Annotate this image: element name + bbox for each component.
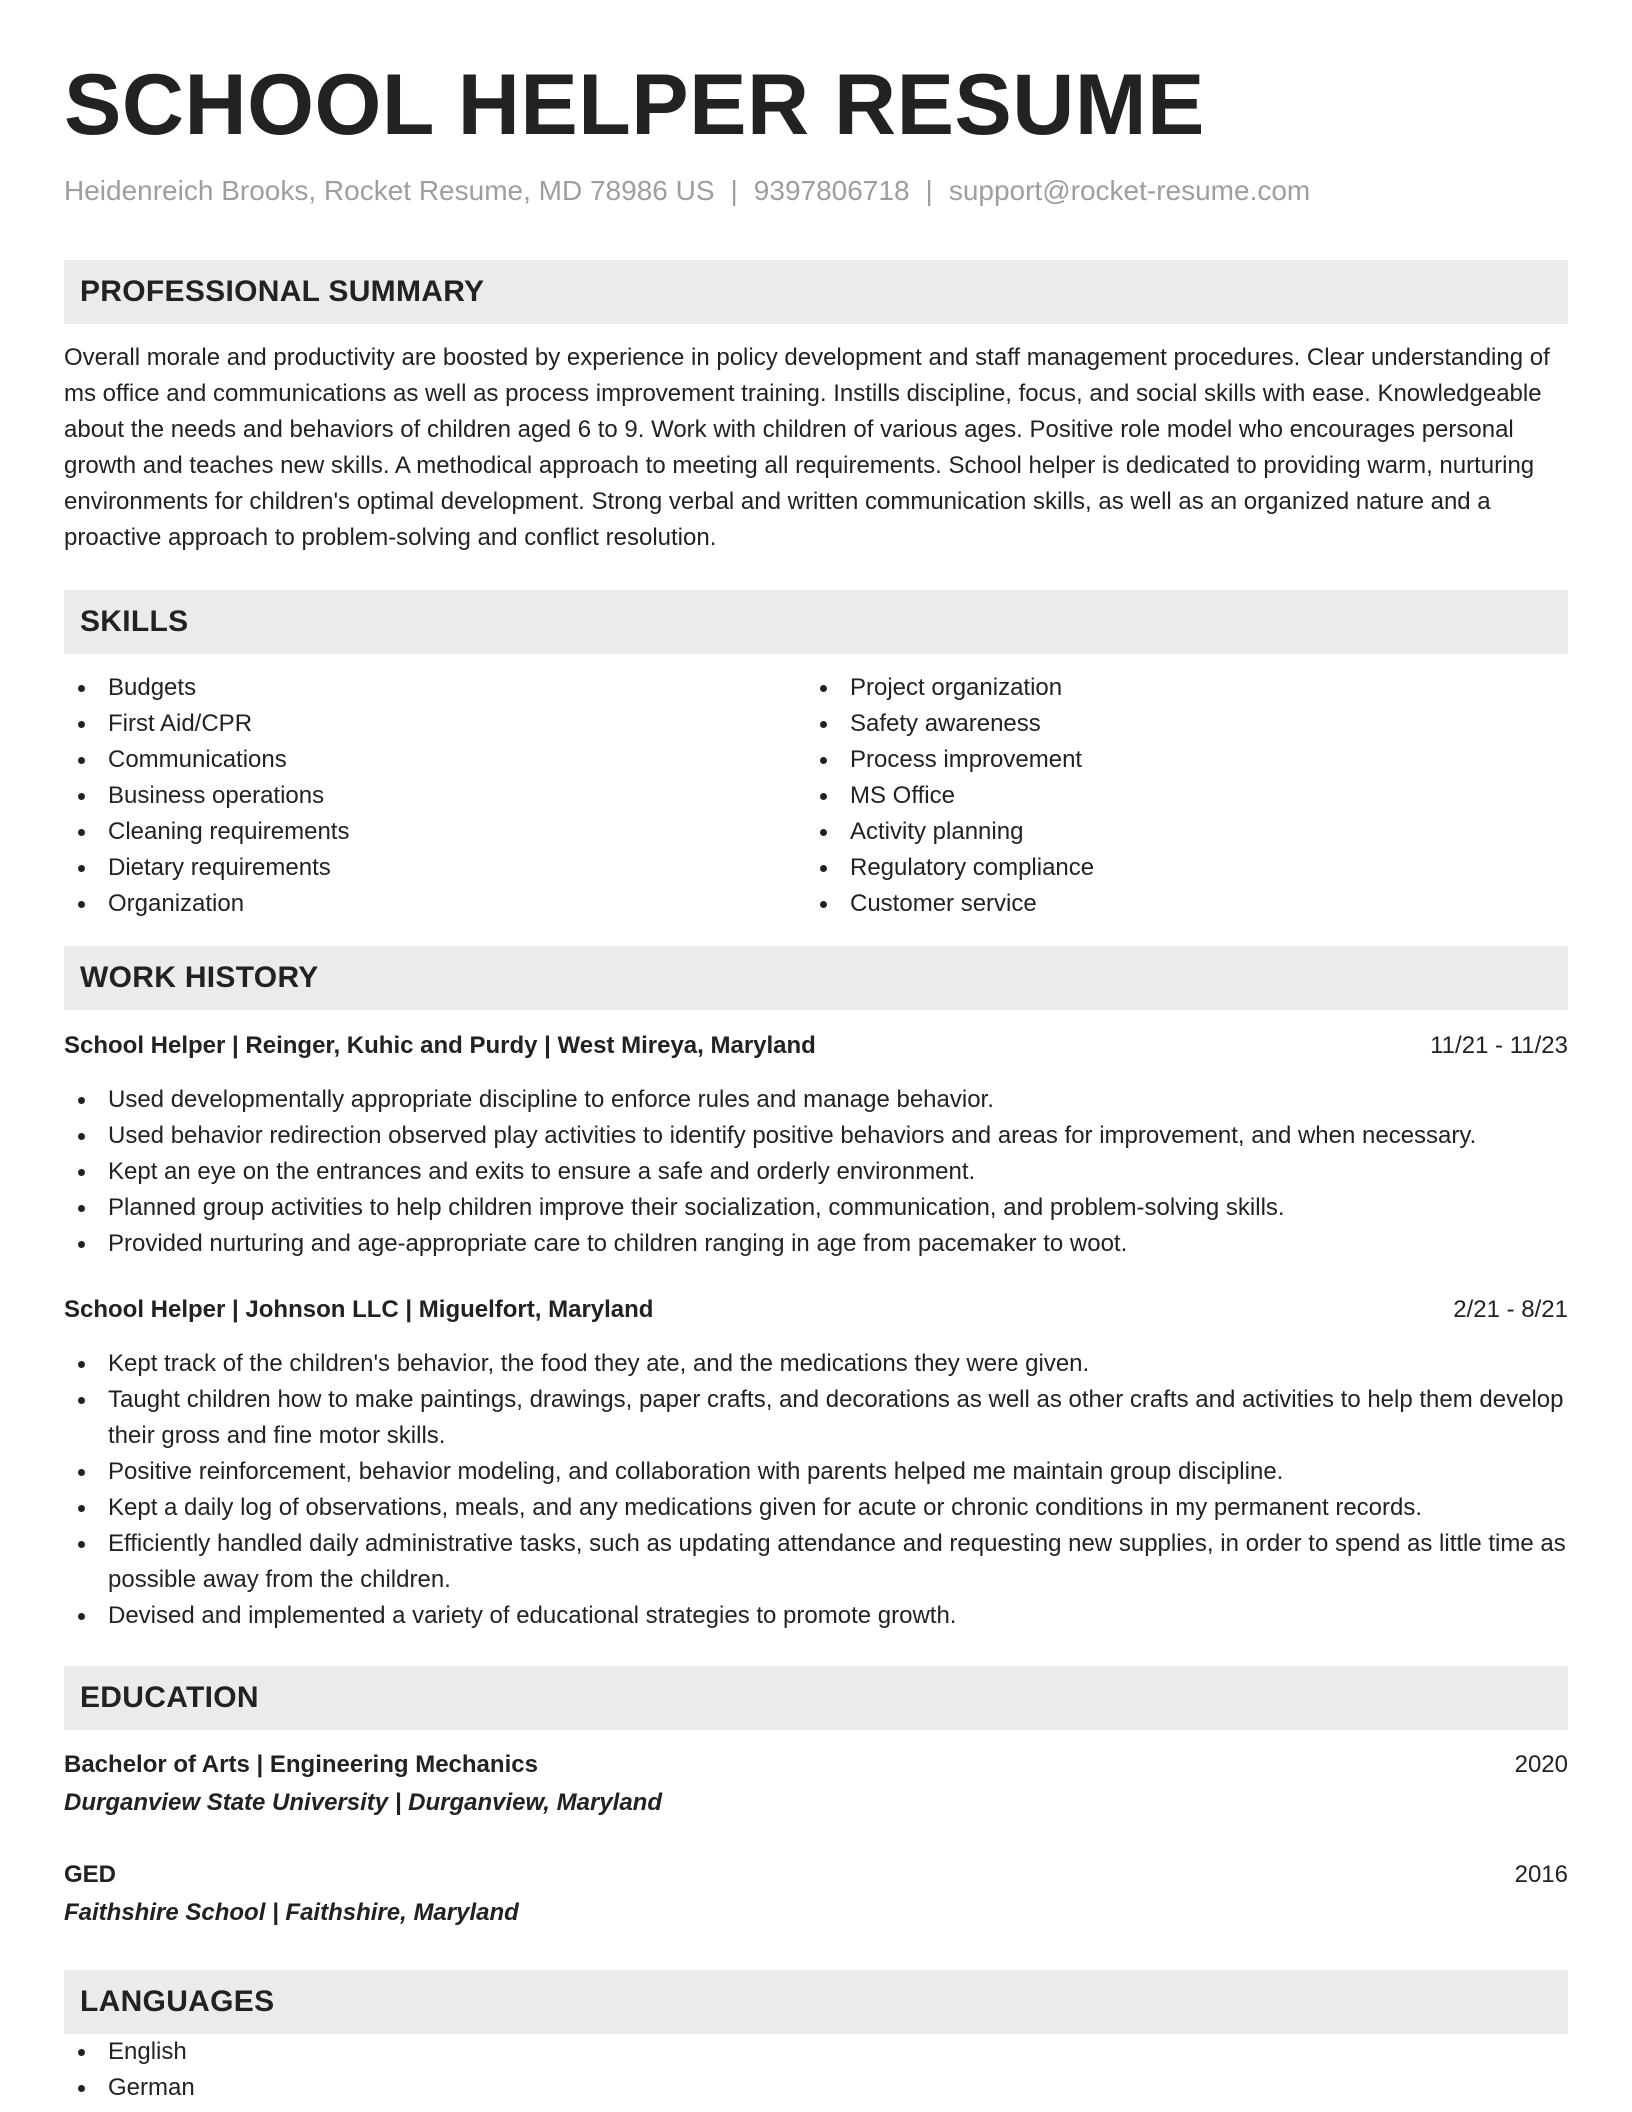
skill-item: First Aid/CPR bbox=[64, 706, 806, 742]
education-degree: Bachelor of Arts | Engineering Mechanics bbox=[64, 1751, 538, 1778]
job-bullet: Used behavior redirection observed play activities to identify positive behaviors and areas for improvement, and when necessary. bbox=[64, 1118, 1568, 1154]
languages-heading: LANGUAGES bbox=[64, 1970, 1568, 2034]
skills-column-left bbox=[64, 670, 806, 922]
job-bullet: Devised and implemented a variety of educational strategies to promote growth. bbox=[64, 1598, 1568, 1634]
contact-phone: 9397806718 bbox=[753, 175, 910, 206]
job-dates: 2/21 - 8/21 bbox=[1453, 1296, 1568, 1323]
language-item: English bbox=[64, 2034, 1568, 2070]
skill-item: Project organization bbox=[806, 670, 1548, 706]
skills-column-right bbox=[806, 670, 1548, 922]
skill-item: Budgets bbox=[64, 670, 806, 706]
job-header bbox=[64, 1028, 1568, 1064]
job-bullet: Positive reinforcement, behavior modeling, and collaboration with parents helped me maintain group discipline. bbox=[64, 1454, 1568, 1490]
skill-item: Organization bbox=[64, 886, 806, 922]
contact-separator: | bbox=[730, 175, 738, 206]
education-entry bbox=[64, 1856, 1568, 1932]
skill-item: Business operations bbox=[64, 778, 806, 814]
job-dates: 11/21 - 11/23 bbox=[1430, 1032, 1568, 1059]
education-year: 2020 bbox=[1514, 1751, 1568, 1778]
contact-line bbox=[64, 174, 1568, 208]
job-bullet: Kept track of the children's behavior, the food they ate, and the medications they were given. bbox=[64, 1346, 1568, 1382]
education-school: Durganview State University | Durganview, Maryland bbox=[64, 1789, 662, 1816]
job-bullet: Provided nurturing and age-appropriate care to children ranging in age from pacemaker to woot. bbox=[64, 1226, 1568, 1262]
skill-item: Cleaning requirements bbox=[64, 814, 806, 850]
summary-heading: PROFESSIONAL SUMMARY bbox=[64, 260, 1568, 324]
summary-text: Overall morale and productivity are boosted by experience in policy development and staff management procedures. Clear understanding of ms office and communications as well as process improvement training. Instills discipline, focus, and social skills with ease. Knowledgeable about the needs and behaviors of children aged 6 to 9. Work with children of various ages. Positive role model who encourages personal growth and teaches new skills. A methodical approach to meeting all requirements. School helper is dedicated to providing warm, nurturing environments for children's optimal development. Strong verbal and written communication skills, as well as an organized nature and a proactive approach to problem-solving and conflict resolution. bbox=[64, 344, 1550, 551]
job-bullet: Kept a daily log of observations, meals, and any medications given for acute or chronic conditions in my permanent records. bbox=[64, 1490, 1568, 1526]
job-bullet: Taught children how to make paintings, drawings, paper crafts, and decorations as well as other crafts and activities to help them develop their gross and fine motor skills. bbox=[64, 1382, 1568, 1454]
education-header bbox=[64, 1746, 1568, 1784]
job-bullets bbox=[64, 1082, 1568, 1262]
skill-item: MS Office bbox=[806, 778, 1548, 814]
languages-list bbox=[64, 2034, 1568, 2106]
resume-title: SCHOOL HELPER RESUME bbox=[64, 57, 1205, 153]
education-school: Faithshire School | Faithshire, Maryland bbox=[64, 1899, 519, 1926]
skill-item: Process improvement bbox=[806, 742, 1548, 778]
skills-grid bbox=[64, 670, 1568, 922]
job-entry bbox=[64, 1028, 1568, 1262]
language-item: German bbox=[64, 2070, 1568, 2106]
education-header bbox=[64, 1856, 1568, 1894]
work-history-heading: WORK HISTORY bbox=[64, 946, 1568, 1010]
contact-address: Heidenreich Brooks, Rocket Resume, MD 78986 US bbox=[64, 175, 715, 206]
education-heading: EDUCATION bbox=[64, 1666, 1568, 1730]
skill-item: Communications bbox=[64, 742, 806, 778]
education-degree: GED bbox=[64, 1861, 117, 1888]
job-entry bbox=[64, 1292, 1568, 1634]
job-bullet: Used developmentally appropriate discipline to enforce rules and manage behavior. bbox=[64, 1082, 1568, 1118]
education-year: 2016 bbox=[1514, 1861, 1568, 1888]
job-header bbox=[64, 1292, 1568, 1328]
skill-item: Activity planning bbox=[806, 814, 1548, 850]
contact-separator: | bbox=[925, 175, 933, 206]
skill-item: Dietary requirements bbox=[64, 850, 806, 886]
job-bullet: Efficiently handled daily administrative tasks, such as updating attendance and requesting new supplies, in order to spend as little time as possible away from the children. bbox=[64, 1526, 1568, 1598]
skills-heading: SKILLS bbox=[64, 590, 1568, 654]
skill-item: Safety awareness bbox=[806, 706, 1548, 742]
education-entry bbox=[64, 1746, 1568, 1822]
skill-item: Regulatory compliance bbox=[806, 850, 1548, 886]
skill-item: Customer service bbox=[806, 886, 1548, 922]
job-title: School Helper | Reinger, Kuhic and Purdy | West Mireya, Maryland bbox=[64, 1032, 816, 1059]
job-bullets bbox=[64, 1346, 1568, 1634]
job-bullet: Planned group activities to help children improve their socialization, communication, and problem-solving skills. bbox=[64, 1190, 1568, 1226]
job-bullet: Kept an eye on the entrances and exits to ensure a safe and orderly environment. bbox=[64, 1154, 1568, 1190]
job-title: School Helper | Johnson LLC | Miguelfort, Maryland bbox=[64, 1296, 654, 1323]
contact-email: support@rocket-resume.com bbox=[948, 175, 1311, 206]
